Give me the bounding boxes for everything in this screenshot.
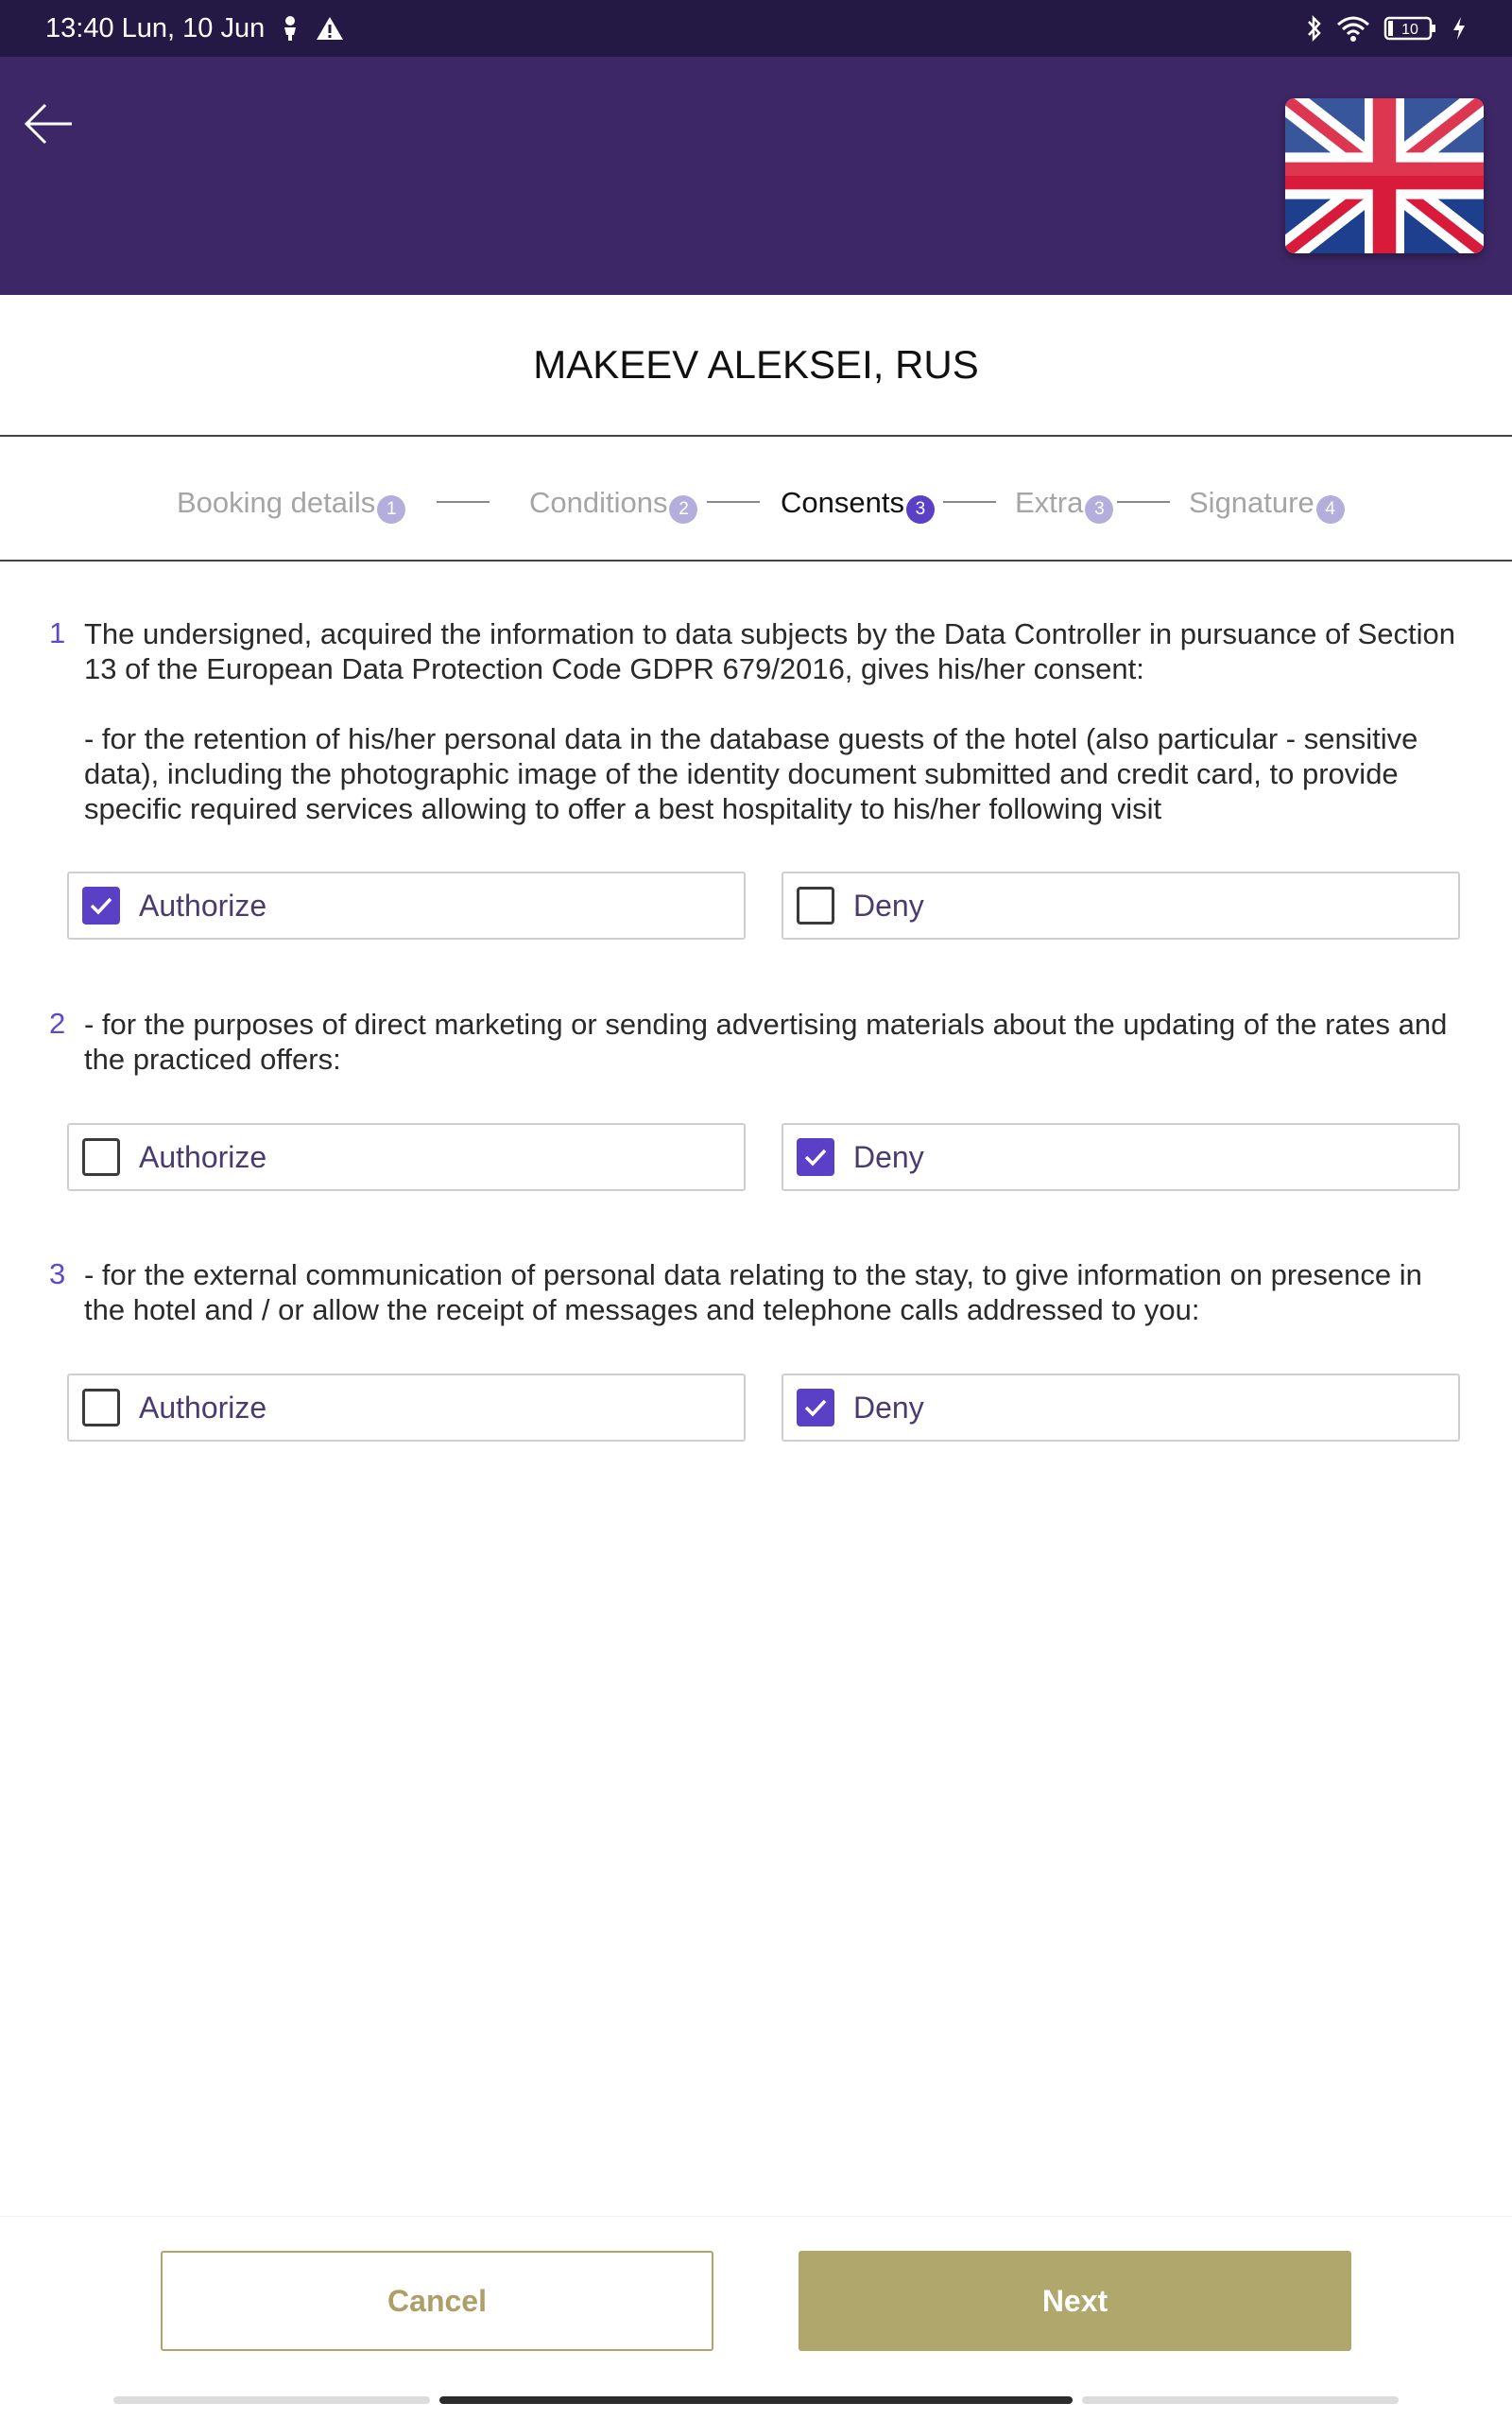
nav-handle[interactable]: [439, 2396, 1073, 2404]
step-label: Consents: [781, 486, 904, 519]
consent-text: [84, 1007, 1464, 1077]
step-label: Conditions: [529, 486, 668, 519]
wifi-icon: [1336, 15, 1370, 42]
step-consents[interactable]: [781, 486, 935, 524]
deny-option[interactable]: [782, 872, 1460, 940]
step-label: Extra: [1015, 486, 1084, 519]
option-label: Authorize: [139, 1390, 267, 1425]
authorize-option[interactable]: [67, 872, 746, 940]
consent-text: [84, 1257, 1464, 1327]
consent-number: 1: [49, 616, 66, 649]
step-label: Booking details: [177, 486, 376, 519]
step-extra[interactable]: [1015, 486, 1113, 524]
cancel-button[interactable]: Cancel: [161, 2251, 713, 2351]
checkmark-icon: [801, 1393, 830, 1422]
warning-icon: [316, 16, 344, 41]
consent-paragraph: - for the external communication of personal data relating to the stay, to give information on presence in the hotel and / or allow the receipt of messages and telephone calls addressed to you:: [84, 1258, 1422, 1326]
option-label: Deny: [853, 1139, 924, 1174]
authorize-option[interactable]: [67, 1374, 746, 1442]
nav-handle-left: [113, 2396, 430, 2404]
step-label: Signature: [1189, 486, 1314, 519]
consent-paragraph: - for the retention of his/her personal data in the database guests of the hotel (also particular - sensitive data), including the photographic image of the identity document submitted and credit card, to provide specific required services allowing to offer a best hospitality to his/her following visit: [84, 722, 1418, 825]
step-badge: 4: [1316, 495, 1345, 524]
option-label: Deny: [853, 888, 924, 923]
checkbox-checked[interactable]: [82, 887, 120, 925]
charging-icon: [1452, 15, 1467, 42]
step-badge: 1: [377, 495, 405, 524]
option-label: Deny: [853, 1390, 924, 1425]
step-badge: 2: [669, 495, 697, 524]
step-badge: 3: [906, 495, 935, 524]
checkbox-unchecked[interactable]: [82, 1138, 120, 1176]
checkbox-checked[interactable]: [797, 1389, 834, 1426]
deny-option[interactable]: [782, 1374, 1460, 1442]
checkbox-unchecked[interactable]: [797, 887, 834, 925]
nav-handle-right: [1082, 2396, 1399, 2404]
step-connector: [943, 501, 996, 503]
battery-level: 10: [1401, 22, 1418, 38]
step-booking-details[interactable]: [177, 486, 405, 524]
consent-number: 3: [49, 1257, 66, 1290]
checkmark-icon: [801, 1143, 830, 1171]
uk-flag-icon[interactable]: [1285, 98, 1484, 253]
stepper: [0, 439, 1512, 562]
step-badge: 3: [1085, 495, 1113, 524]
consent-paragraph: The undersigned, acquired the information to data subjects by the Data Controller in pursuance of Section 13 of the European Data Protection Code GDPR 679/2016, gives his/her consent:: [84, 617, 1455, 685]
next-button[interactable]: Next: [799, 2251, 1351, 2351]
step-conditions[interactable]: [529, 486, 697, 524]
checkbox-checked[interactable]: [797, 1138, 834, 1176]
bluetooth-icon: [1306, 14, 1323, 43]
option-label: Authorize: [139, 1139, 267, 1174]
consent-text: [84, 616, 1464, 826]
step-signature[interactable]: [1189, 486, 1345, 524]
person-icon: [282, 15, 299, 42]
option-label: Authorize: [139, 888, 267, 923]
header: [0, 57, 1512, 295]
step-connector: [707, 501, 760, 503]
consent-number: 2: [49, 1007, 66, 1040]
checkbox-unchecked[interactable]: [82, 1389, 120, 1426]
footer: [0, 2216, 1512, 2420]
deny-option[interactable]: [782, 1123, 1460, 1191]
guest-name: MAKEEV ALEKSEI, RUS: [0, 295, 1512, 437]
battery-icon: [1383, 15, 1438, 42]
status-time: 13:40 Lun, 10 Jun: [45, 12, 266, 43]
step-connector: [1117, 501, 1170, 503]
arrow-left-icon[interactable]: [21, 95, 79, 153]
checkmark-icon: [87, 891, 115, 920]
consent-paragraph: - for the purposes of direct marketing or sending advertising materials about the updating of the rates and the practiced offers:: [84, 1008, 1448, 1076]
step-connector: [437, 501, 490, 503]
status-bar: [0, 0, 1512, 57]
authorize-option[interactable]: [67, 1123, 746, 1191]
